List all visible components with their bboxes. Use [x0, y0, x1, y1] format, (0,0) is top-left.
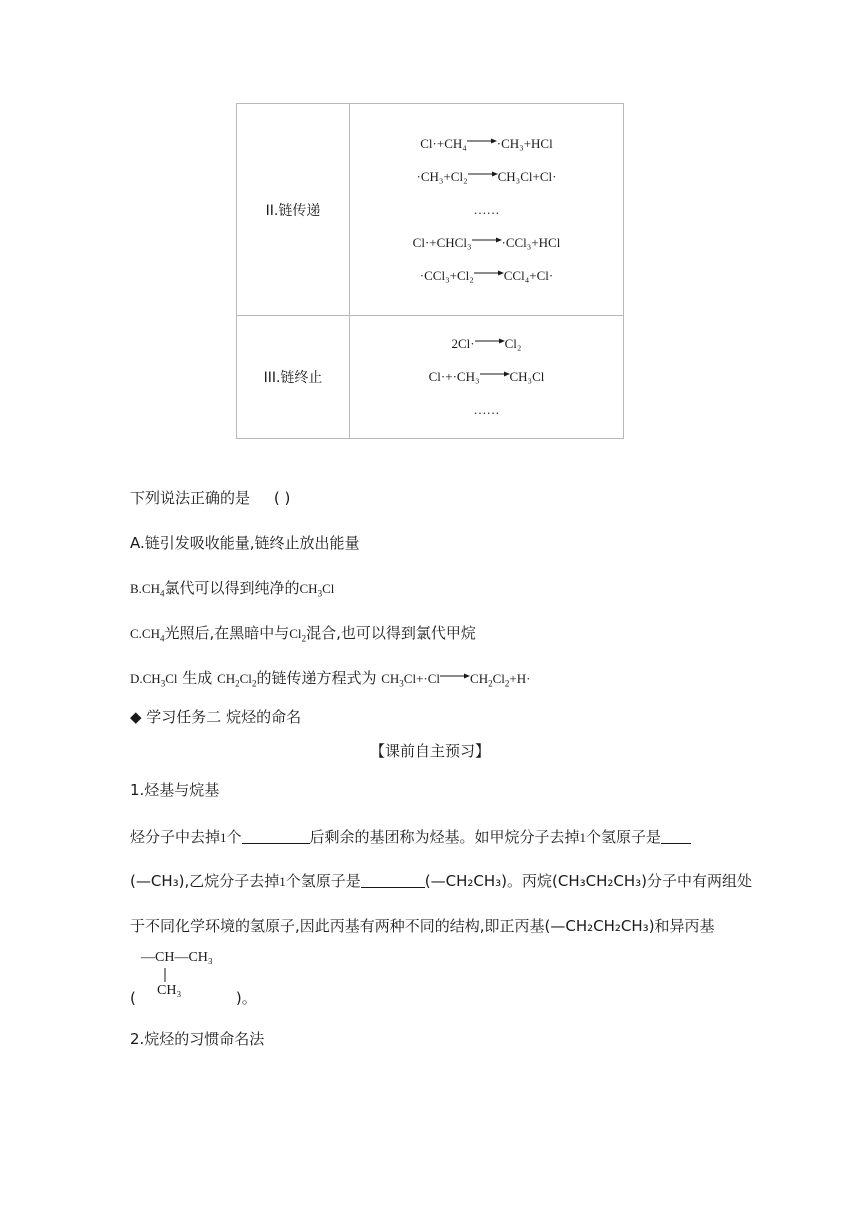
option-c [130, 622, 476, 644]
structure-bottom: CH₃ [157, 983, 182, 998]
text: )。 [235, 989, 257, 1007]
arrow-icon [467, 137, 497, 145]
equation-rhs: Cl₂ [504, 336, 522, 351]
section-subtitle: 【课前自主预习】 [369, 742, 490, 760]
structure-top: —CH—CH₃ [141, 950, 213, 965]
arrow-icon [440, 672, 470, 680]
chem-equation: $CH_3Cl+\cdot Cl$ $CH_2Cl_2+H\cdot$ [381, 671, 531, 689]
stage-label: II.链传递 [237, 104, 350, 316]
equation [350, 169, 623, 185]
ellipsis: …… [473, 402, 500, 417]
equation [350, 136, 623, 152]
arrow-icon [480, 370, 510, 378]
text: (—CH₃),乙烷分子去掉 [130, 872, 280, 890]
item2-title: 2.烷烃的习惯命名法 [130, 1030, 265, 1048]
option-b-text: 氯代可以得到纯净的 [164, 579, 300, 597]
equation-lhs: Cl·+CH₄ [420, 135, 467, 151]
equation-rhs: ·CH₃+HCl [496, 135, 553, 151]
equation-cell [350, 104, 624, 316]
table-row [237, 316, 624, 439]
option-a-text: A.链引发吸收能量,链终止放出能量 [130, 534, 360, 552]
equation [350, 235, 623, 251]
equation-rhs: ·CCl₃+HCl [501, 234, 561, 250]
fill-blank[interactable] [361, 873, 425, 888]
arrow-icon [474, 269, 504, 277]
option-label: D. [130, 671, 143, 686]
mechanism-table [236, 103, 624, 439]
equation-cell [350, 316, 624, 439]
equation-lhs: Cl·+·CH₃ [428, 369, 480, 384]
fill-blank[interactable] [242, 829, 310, 844]
number: 1 [579, 830, 587, 845]
option-d-text: 生成 [182, 669, 213, 687]
equation-rhs: CH₃Cl [509, 369, 545, 384]
text: 个氢原子是 [586, 828, 662, 846]
stage-label: III.链终止 [237, 316, 350, 439]
text: 个 [226, 828, 242, 846]
text: 后剩余的基团称为烃基。如甲烷分子去掉 [309, 828, 580, 846]
stem-text: 下列说法正确的是 [130, 489, 251, 507]
text: (—CH₂CH₃)。丙烷(CH₃CH₂CH₃)分子中有两组处 [424, 872, 753, 890]
chem-formula: $CH_4$ [141, 581, 165, 599]
arrow-icon [472, 236, 502, 244]
answer-bracket: ( ) [273, 489, 291, 507]
chem-formula: $CH_3Cl$ [299, 581, 335, 599]
bond-line [163, 968, 167, 982]
chem-formula: $CH_3Cl$ [142, 671, 178, 689]
arrow-icon [468, 170, 498, 178]
equation-lhs: Cl·+CHCl₃ [412, 234, 472, 250]
chem-formula: $CH_2Cl_2$ [217, 671, 257, 689]
chem-formula: $Cl_2$ [289, 626, 307, 644]
text: 个氢原子是 [285, 872, 361, 890]
option-d [130, 667, 530, 689]
ellipsis: …… [473, 201, 500, 217]
equation-rhs: CH₃Cl+Cl· [497, 168, 557, 184]
option-b [130, 577, 334, 599]
paragraph-line: 于不同化学环境的氢原子,因此丙基有两种不同的结构,即正丙基(—CH₂CH₂CH₃)和异丙基 [130, 917, 715, 935]
equation-lhs: ·CCl₃+Cl₂ [419, 267, 474, 283]
equation [350, 336, 623, 352]
option-c-text: 混合,也可以得到氯代甲烷 [306, 624, 476, 642]
paragraph-line [130, 987, 257, 1008]
option-a [130, 532, 360, 553]
number: 1 [220, 830, 227, 845]
arrow-icon [475, 337, 505, 345]
text: 烃分子中去掉 [130, 828, 221, 846]
question-stem [130, 487, 290, 508]
paragraph-line [130, 826, 691, 847]
option-d-text: 的链传递方程式为 [256, 669, 377, 687]
text: ( [130, 989, 136, 1007]
equation [350, 369, 623, 385]
equation-lhs: 2Cl· [451, 336, 475, 351]
chem-formula: $CH_4$ [141, 626, 165, 644]
option-label: B. [130, 581, 142, 596]
option-c-text: 光照后,在黑暗中与 [164, 624, 290, 642]
section-title: ◆ 学习任务二 烷烃的命名 [130, 708, 302, 726]
equation [350, 268, 623, 284]
equation-rhs: CCl₄+Cl· [503, 267, 554, 283]
option-label: C. [130, 626, 142, 641]
equation-lhs: ·CH₃+Cl₂ [416, 168, 468, 184]
paragraph-line [130, 870, 752, 891]
number: 1 [279, 874, 286, 889]
item1-title: 1.烃基与烷基 [130, 781, 220, 799]
table-row [237, 104, 624, 316]
fill-blank[interactable] [661, 829, 691, 844]
